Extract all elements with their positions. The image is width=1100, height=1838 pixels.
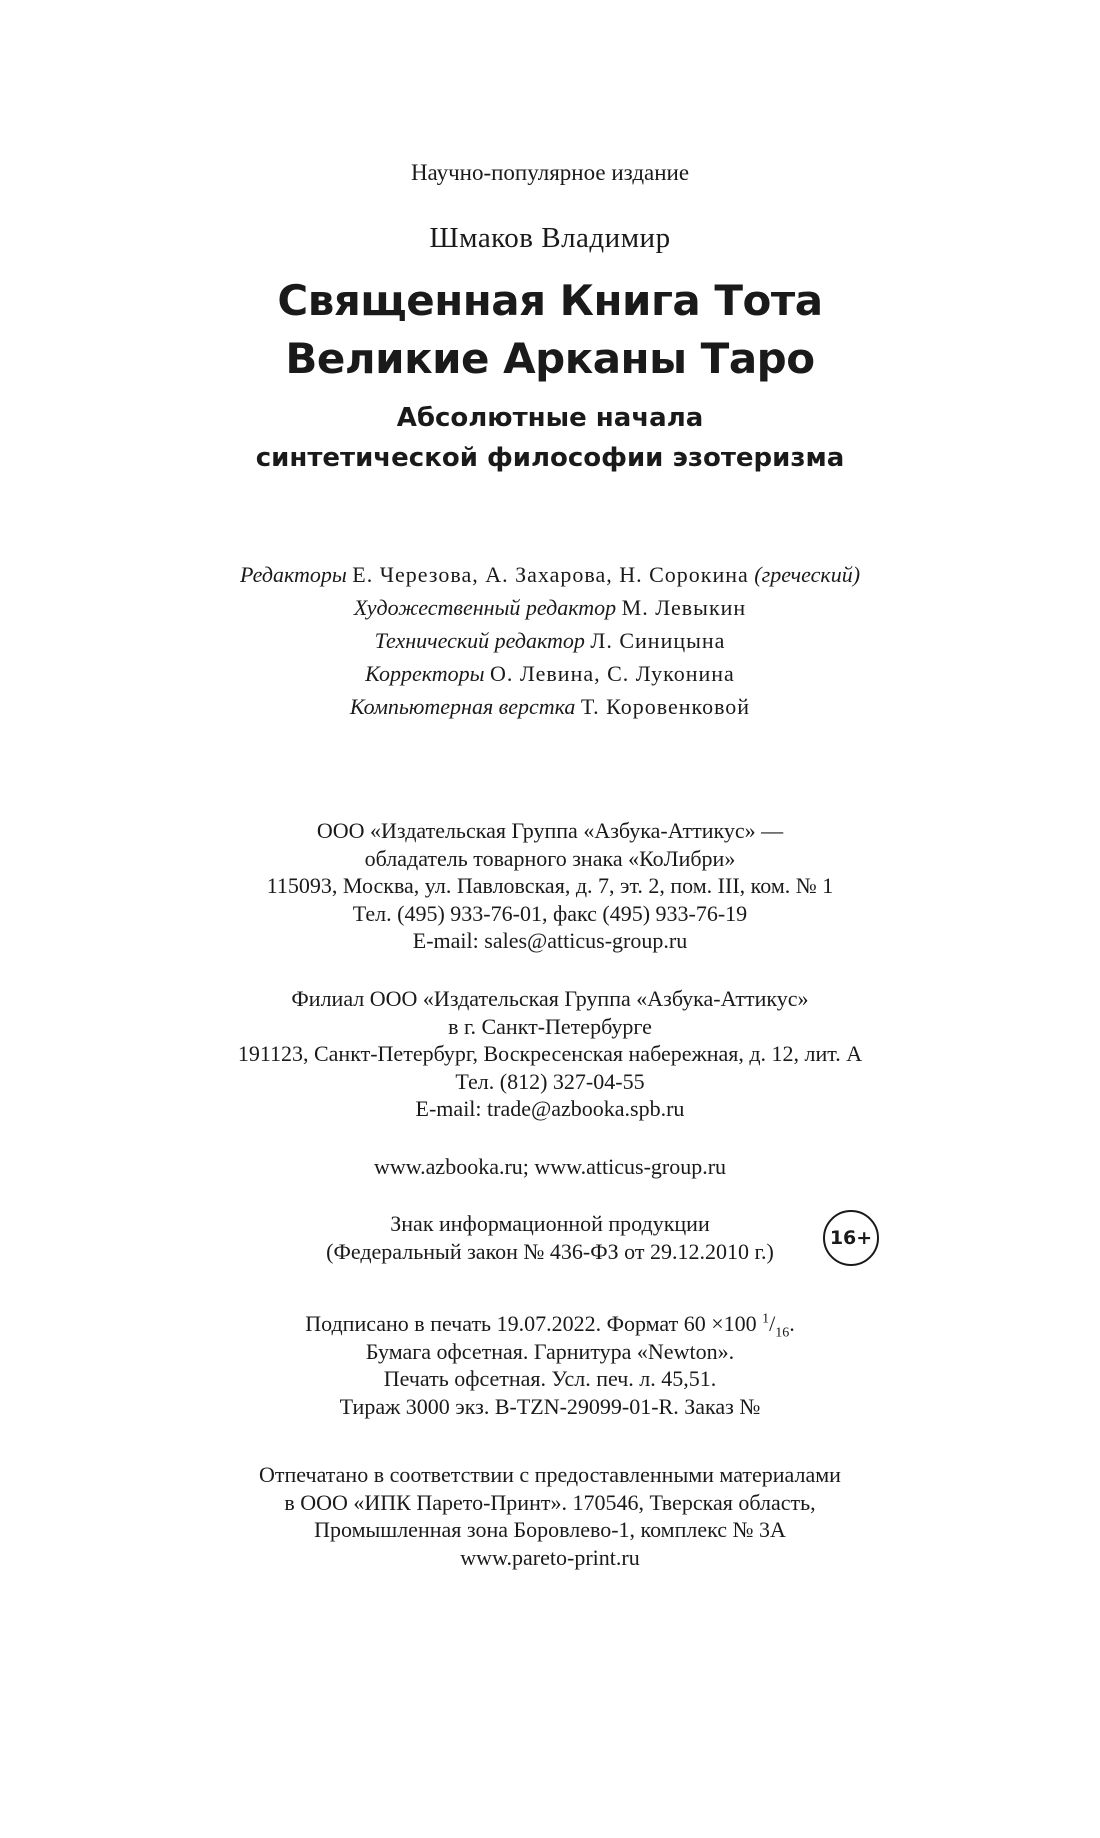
series-label: Научно-популярное издание	[410, 160, 690, 185]
branch-email: E-mail: trade@azbooka.spb.ru	[415, 1096, 685, 1121]
websites: www.azbooka.ru; www.atticus-group.ru	[373, 1154, 727, 1179]
branch-address: 191123, Санкт-Петербург, Воскресенская набережная, д. 12, лит. А	[237, 1041, 863, 1066]
printer-block	[0, 1461, 1100, 1571]
info-sign-law: (Федеральный закон № 436-ФЗ от 29.12.2010 г.)	[326, 1238, 774, 1264]
printer-line: в ООО «ИПК Парето-Принт». 170546, Тверская область,	[284, 1489, 816, 1515]
branch-line: в г. Санкт-Петербурге	[448, 1013, 652, 1039]
branch-line: Филиал ООО «Издательская Группа «Азбука-Аттикус»	[291, 986, 809, 1011]
publisher-line: обладатель товарного знака «КоЛибри»	[364, 845, 736, 871]
credit-names: О. Левина, С. Луконина	[490, 661, 735, 686]
credit-names: Л. Синицына	[590, 628, 726, 653]
printer-line: Отпечатано в соответствии с предоставленными материалами	[259, 1462, 841, 1487]
printer-line: Промышленная зона Боровлево-1, комплекс № 3А	[314, 1517, 786, 1542]
credit-note: (греческий)	[754, 562, 861, 587]
credit-line	[0, 657, 1100, 690]
publisher-phone: Тел. (495) 933-76-01, факс (495) 933-76-19	[352, 900, 748, 926]
publisher-block	[0, 817, 1100, 955]
credit-line	[0, 690, 1100, 723]
format-denominator: 16	[775, 1325, 790, 1341]
author-name: Шмаков Владимир	[429, 222, 671, 254]
print-info-block	[0, 1310, 1100, 1420]
credit-line	[0, 591, 1100, 624]
print-signed-line: Подписано в печать 19.07.2022. Формат 60 ×100 $^1/_{16}$.	[305, 1311, 795, 1341]
subtitle-line: синтетической философии эзотеризма	[255, 443, 845, 473]
publisher-line: ООО «Издательская Группа «Азбука-Аттикус» —	[316, 818, 784, 843]
subtitle-line: Абсолютные начала	[396, 403, 704, 433]
publisher-email: E-mail: sales@atticus-group.ru	[412, 928, 688, 953]
book-subtitle	[0, 398, 1100, 478]
printer-website: www.pareto-print.ru	[460, 1544, 640, 1570]
credit-names: Т. Коровенковой	[580, 694, 751, 719]
credit-role: Технический редактор	[374, 628, 585, 653]
credit-names: М. Левыкин	[621, 595, 747, 620]
format-numerator: 1	[762, 1311, 770, 1327]
title-line: Священная Книга Тота	[277, 276, 823, 325]
credit-role: Художественный редактор	[353, 595, 617, 620]
publisher-address: 115093, Москва, ул. Павловская, д. 7, эт. 2, пом. III, ком. № 1	[266, 873, 834, 898]
book-title	[0, 272, 1100, 388]
print-printing: Печать офсетная. Усл. печ. л. 45,51.	[383, 1366, 717, 1391]
credit-role: Компьютерная верстка	[349, 694, 576, 719]
credit-names: Е. Черезова, А. Захарова, Н. Сорокина	[352, 562, 749, 587]
credit-line	[0, 558, 1100, 591]
print-signed: Подписано в печать 19.07.2022. Формат 60 ×100	[305, 1311, 757, 1336]
info-sign-label: Знак информационной продукции	[390, 1211, 710, 1236]
age-rating-badge: 16+	[823, 1210, 879, 1266]
credits-list	[0, 558, 1100, 723]
credit-line	[0, 624, 1100, 657]
credit-role: Редакторы	[239, 562, 347, 587]
print-run: Тираж 3000 экз. B-TZN-29099-01-R. Заказ №	[339, 1393, 761, 1419]
info-sign-block	[0, 1210, 1100, 1265]
branch-block	[0, 985, 1100, 1123]
title-line: Великие Арканы Таро	[285, 334, 815, 383]
branch-phone: Тел. (812) 327-04-55	[455, 1068, 645, 1094]
credit-role: Корректоры	[365, 661, 485, 686]
print-paper: Бумага офсетная. Гарнитура «Newton».	[365, 1338, 735, 1364]
